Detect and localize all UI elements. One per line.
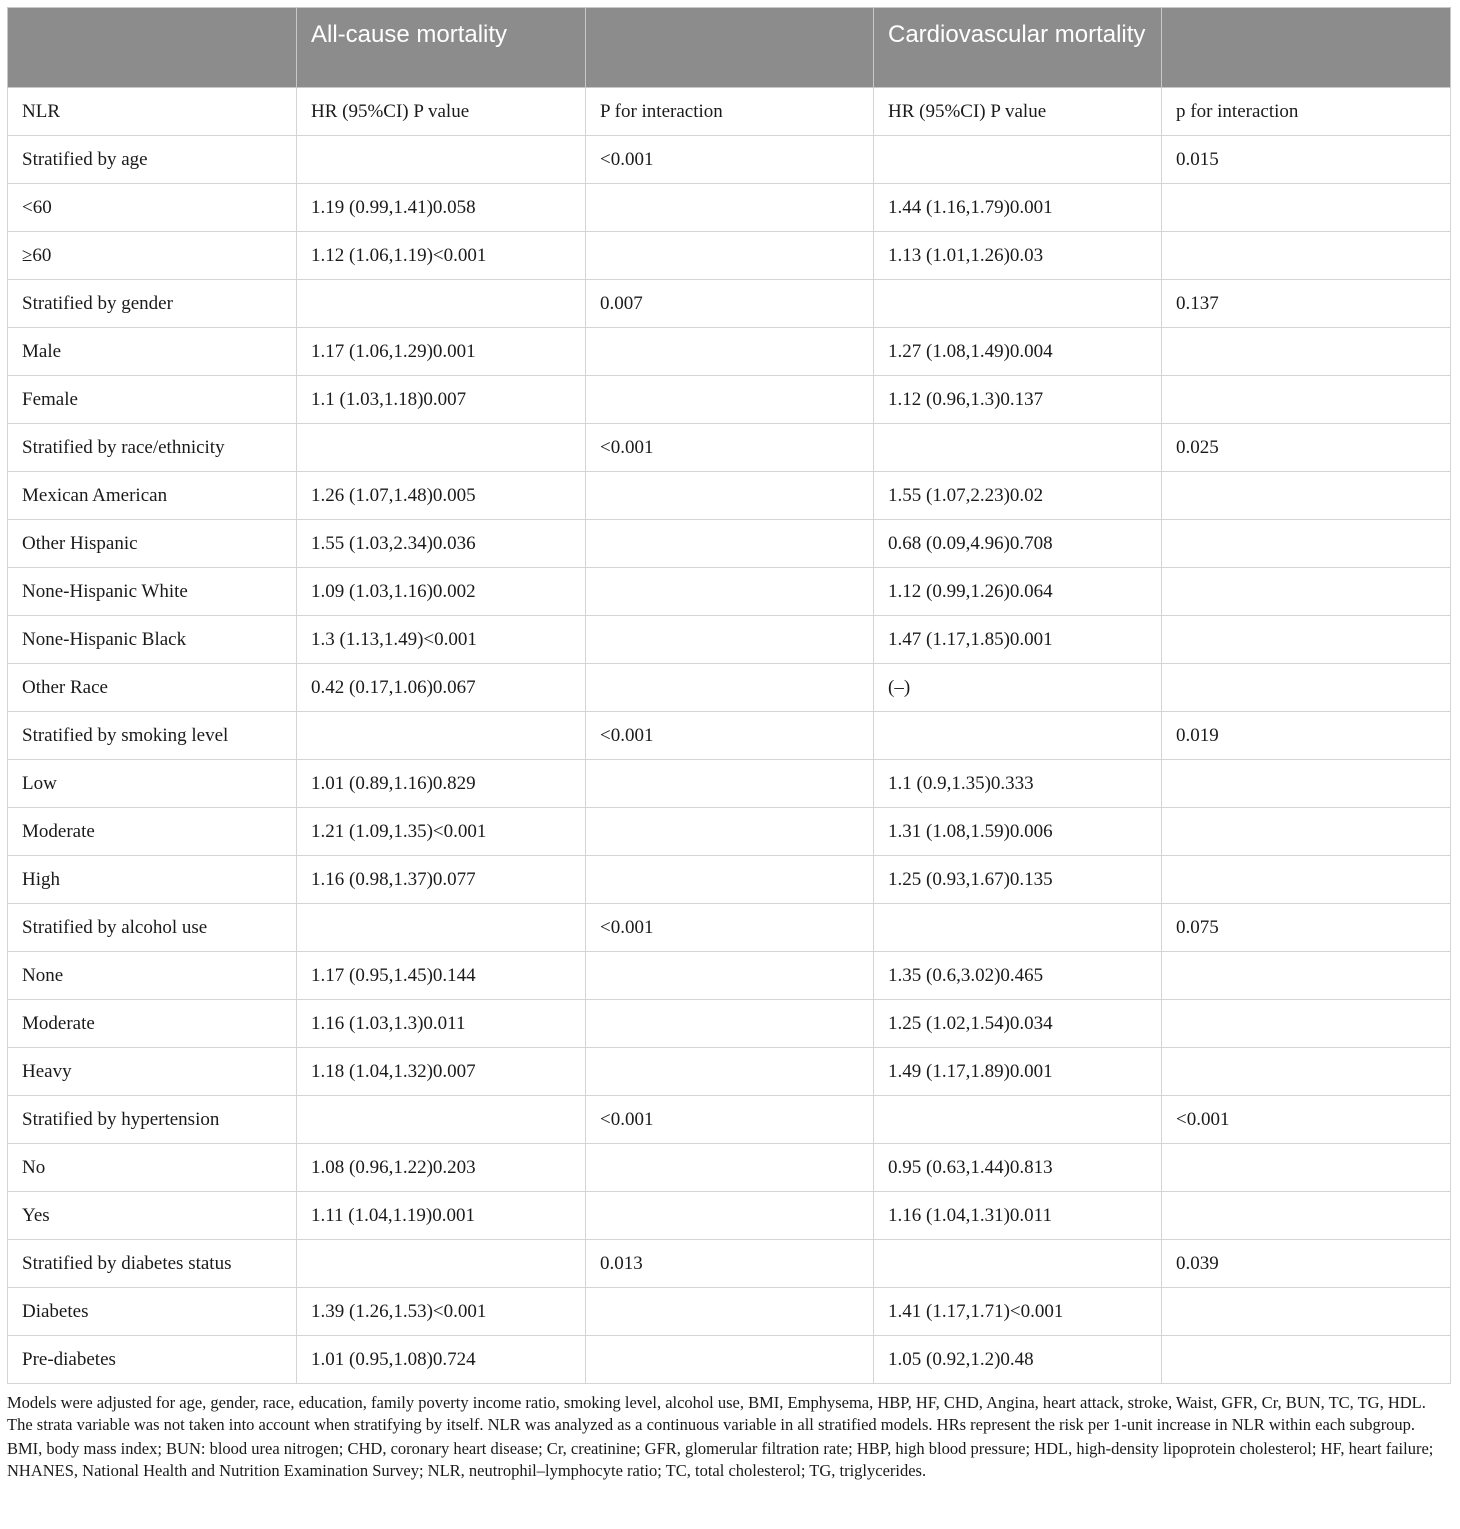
cardio-p-interaction-cell: p for interaction bbox=[1162, 88, 1451, 136]
cardio-p-interaction-cell: 0.015 bbox=[1162, 136, 1451, 184]
all-cause-hr-cell bbox=[297, 136, 586, 184]
row-label-cell: Heavy bbox=[8, 1048, 297, 1096]
all-cause-p-interaction-cell bbox=[586, 568, 874, 616]
cardio-p-interaction-cell: 0.075 bbox=[1162, 904, 1451, 952]
table-row bbox=[8, 568, 1451, 616]
cardio-hr-cell: 1.44 (1.16,1.79)0.001 bbox=[874, 184, 1162, 232]
all-cause-hr-cell: 1.09 (1.03,1.16)0.002 bbox=[297, 568, 586, 616]
all-cause-hr-cell: 1.21 (1.09,1.35)<0.001 bbox=[297, 808, 586, 856]
cardio-hr-cell bbox=[874, 424, 1162, 472]
all-cause-p-interaction-cell: <0.001 bbox=[586, 712, 874, 760]
table-body bbox=[8, 88, 1451, 1384]
header-all-cause-mortality: All-cause mortality bbox=[297, 8, 586, 88]
cardio-hr-cell: 1.31 (1.08,1.59)0.006 bbox=[874, 808, 1162, 856]
cardio-p-interaction-cell bbox=[1162, 856, 1451, 904]
cardio-p-interaction-cell bbox=[1162, 1192, 1451, 1240]
cardio-hr-cell bbox=[874, 136, 1162, 184]
header-cell-blank bbox=[1162, 8, 1451, 88]
cardio-p-interaction-cell: 0.137 bbox=[1162, 280, 1451, 328]
all-cause-p-interaction-cell bbox=[586, 328, 874, 376]
cardio-p-interaction-cell: 0.025 bbox=[1162, 424, 1451, 472]
all-cause-p-interaction-cell bbox=[586, 1288, 874, 1336]
stratum-row bbox=[8, 1096, 1451, 1144]
all-cause-p-interaction-cell: <0.001 bbox=[586, 904, 874, 952]
cardio-p-interaction-cell bbox=[1162, 328, 1451, 376]
stratum-row bbox=[8, 136, 1451, 184]
table-row bbox=[8, 472, 1451, 520]
row-label-cell: None-Hispanic Black bbox=[8, 616, 297, 664]
cardio-hr-cell bbox=[874, 1240, 1162, 1288]
all-cause-p-interaction-cell bbox=[586, 616, 874, 664]
row-label-cell: Stratified by diabetes status bbox=[8, 1240, 297, 1288]
cardio-p-interaction-cell bbox=[1162, 1288, 1451, 1336]
cardio-hr-cell: (–) bbox=[874, 664, 1162, 712]
all-cause-p-interaction-cell: 0.007 bbox=[586, 280, 874, 328]
cardio-hr-cell: 1.12 (0.96,1.3)0.137 bbox=[874, 376, 1162, 424]
all-cause-hr-cell: 1.19 (0.99,1.41)0.058 bbox=[297, 184, 586, 232]
all-cause-hr-cell: 1.12 (1.06,1.19)<0.001 bbox=[297, 232, 586, 280]
all-cause-hr-cell bbox=[297, 424, 586, 472]
cardio-hr-cell: 1.41 (1.17,1.71)<0.001 bbox=[874, 1288, 1162, 1336]
all-cause-p-interaction-cell bbox=[586, 520, 874, 568]
all-cause-hr-cell: 1.01 (0.89,1.16)0.829 bbox=[297, 760, 586, 808]
footnote-adjustment: Models were adjusted for age, gender, race, education, family poverty income ratio, smoking level, alcohol use, BMI, Emphysema, HBP, HF, CHD, Angina, heart attack, stroke, Waist, GFR, Cr, BUN, TC, TG, HDL. The strata variable was not taken into account when stratifying by itself. NLR was analyzed as a continuous variable in all stratified models. HRs represent the risk per 1-unit increase in NLR within each subgroup. bbox=[7, 1393, 1426, 1434]
table-row bbox=[8, 1144, 1451, 1192]
table-row bbox=[8, 1048, 1451, 1096]
all-cause-hr-cell: 1.16 (0.98,1.37)0.077 bbox=[297, 856, 586, 904]
cardio-p-interaction-cell: 0.019 bbox=[1162, 712, 1451, 760]
all-cause-hr-cell: 1.18 (1.04,1.32)0.007 bbox=[297, 1048, 586, 1096]
cardio-p-interaction-cell bbox=[1162, 808, 1451, 856]
stratum-row bbox=[8, 280, 1451, 328]
row-label-cell: NLR bbox=[8, 88, 297, 136]
table-row bbox=[8, 1288, 1451, 1336]
row-label-cell: Pre-diabetes bbox=[8, 1336, 297, 1384]
all-cause-hr-cell bbox=[297, 1240, 586, 1288]
cardio-p-interaction-cell bbox=[1162, 616, 1451, 664]
all-cause-p-interaction-cell: P for interaction bbox=[586, 88, 874, 136]
row-label-cell: Other Hispanic bbox=[8, 520, 297, 568]
table-row bbox=[8, 328, 1451, 376]
header-row bbox=[8, 8, 1451, 88]
cardio-hr-cell: 1.05 (0.92,1.2)0.48 bbox=[874, 1336, 1162, 1384]
stratified-hr-table bbox=[7, 7, 1451, 1384]
row-label-cell: Stratified by race/ethnicity bbox=[8, 424, 297, 472]
table-row bbox=[8, 1192, 1451, 1240]
all-cause-p-interaction-cell bbox=[586, 184, 874, 232]
all-cause-hr-cell: 1.17 (1.06,1.29)0.001 bbox=[297, 328, 586, 376]
table-row bbox=[8, 1336, 1451, 1384]
all-cause-hr-cell: 1.3 (1.13,1.49)<0.001 bbox=[297, 616, 586, 664]
cardio-p-interaction-cell: 0.039 bbox=[1162, 1240, 1451, 1288]
all-cause-p-interaction-cell bbox=[586, 1144, 874, 1192]
cardio-hr-cell: 1.49 (1.17,1.89)0.001 bbox=[874, 1048, 1162, 1096]
row-label-cell: Moderate bbox=[8, 808, 297, 856]
cardio-p-interaction-cell bbox=[1162, 952, 1451, 1000]
row-label-cell: None bbox=[8, 952, 297, 1000]
row-label-cell: Other Race bbox=[8, 664, 297, 712]
cardio-hr-cell: 0.68 (0.09,4.96)0.708 bbox=[874, 520, 1162, 568]
cardio-hr-cell: 1.25 (1.02,1.54)0.034 bbox=[874, 1000, 1162, 1048]
row-label-cell: Male bbox=[8, 328, 297, 376]
cardio-hr-cell: 1.27 (1.08,1.49)0.004 bbox=[874, 328, 1162, 376]
row-label-cell: None-Hispanic White bbox=[8, 568, 297, 616]
all-cause-hr-cell bbox=[297, 904, 586, 952]
all-cause-hr-cell: 1.55 (1.03,2.34)0.036 bbox=[297, 520, 586, 568]
cardio-p-interaction-cell bbox=[1162, 568, 1451, 616]
all-cause-hr-cell: 0.42 (0.17,1.06)0.067 bbox=[297, 664, 586, 712]
table-row bbox=[8, 232, 1451, 280]
table-row bbox=[8, 376, 1451, 424]
row-label-cell: No bbox=[8, 1144, 297, 1192]
cardio-hr-cell: 1.35 (0.6,3.02)0.465 bbox=[874, 952, 1162, 1000]
row-label-cell: Stratified by age bbox=[8, 136, 297, 184]
all-cause-p-interaction-cell bbox=[586, 376, 874, 424]
table-row bbox=[8, 760, 1451, 808]
header-cell-blank bbox=[586, 8, 874, 88]
cardio-hr-cell: 1.13 (1.01,1.26)0.03 bbox=[874, 232, 1162, 280]
cardio-hr-cell: 1.25 (0.93,1.67)0.135 bbox=[874, 856, 1162, 904]
all-cause-hr-cell: 1.26 (1.07,1.48)0.005 bbox=[297, 472, 586, 520]
all-cause-p-interaction-cell bbox=[586, 808, 874, 856]
all-cause-p-interaction-cell: <0.001 bbox=[586, 1096, 874, 1144]
footnote-abbreviations: BMI, body mass index; BUN: blood urea nitrogen; CHD, coronary heart disease; Cr, creatinine; GFR, glomerular filtration rate; HBP, high blood pressure; HDL, high-density lipoprotein cholesterol; HF, heart failure; NHANES, National Health and Nutrition Examination Survey; NLR, neutrophil–lymphocyte ratio; TC, total cholesterol; TG, triglycerides. bbox=[7, 1439, 1434, 1480]
cardio-hr-cell bbox=[874, 712, 1162, 760]
cardio-p-interaction-cell bbox=[1162, 1048, 1451, 1096]
row-label-cell: Mexican American bbox=[8, 472, 297, 520]
all-cause-hr-cell: HR (95%CI) P value bbox=[297, 88, 586, 136]
all-cause-hr-cell: 1.01 (0.95,1.08)0.724 bbox=[297, 1336, 586, 1384]
all-cause-hr-cell: 1.17 (0.95,1.45)0.144 bbox=[297, 952, 586, 1000]
all-cause-p-interaction-cell bbox=[586, 1000, 874, 1048]
all-cause-hr-cell: 1.08 (0.96,1.22)0.203 bbox=[297, 1144, 586, 1192]
cardio-p-interaction-cell bbox=[1162, 376, 1451, 424]
table-row bbox=[8, 952, 1451, 1000]
cardio-p-interaction-cell bbox=[1162, 232, 1451, 280]
all-cause-hr-cell: 1.39 (1.26,1.53)<0.001 bbox=[297, 1288, 586, 1336]
all-cause-p-interaction-cell: 0.013 bbox=[586, 1240, 874, 1288]
row-label-cell: High bbox=[8, 856, 297, 904]
all-cause-p-interaction-cell bbox=[586, 664, 874, 712]
table-row bbox=[8, 616, 1451, 664]
cardio-hr-cell bbox=[874, 1096, 1162, 1144]
row-label-cell: Stratified by alcohol use bbox=[8, 904, 297, 952]
all-cause-p-interaction-cell: <0.001 bbox=[586, 424, 874, 472]
row-label-cell: <60 bbox=[8, 184, 297, 232]
cardio-hr-cell bbox=[874, 904, 1162, 952]
all-cause-p-interaction-cell bbox=[586, 472, 874, 520]
header-cell-blank bbox=[8, 8, 297, 88]
all-cause-p-interaction-cell bbox=[586, 1192, 874, 1240]
row-label-cell: Stratified by hypertension bbox=[8, 1096, 297, 1144]
all-cause-p-interaction-cell bbox=[586, 856, 874, 904]
all-cause-p-interaction-cell bbox=[586, 1336, 874, 1384]
cardio-hr-cell bbox=[874, 280, 1162, 328]
all-cause-p-interaction-cell bbox=[586, 232, 874, 280]
subheader-row bbox=[8, 88, 1451, 136]
all-cause-hr-cell bbox=[297, 280, 586, 328]
cardio-p-interaction-cell bbox=[1162, 664, 1451, 712]
cardio-p-interaction-cell bbox=[1162, 472, 1451, 520]
table-row bbox=[8, 664, 1451, 712]
table-row bbox=[8, 520, 1451, 568]
table-row bbox=[8, 856, 1451, 904]
row-label-cell: Stratified by gender bbox=[8, 280, 297, 328]
cardio-p-interaction-cell bbox=[1162, 520, 1451, 568]
row-label-cell: Stratified by smoking level bbox=[8, 712, 297, 760]
cardio-p-interaction-cell bbox=[1162, 1336, 1451, 1384]
cardio-p-interaction-cell bbox=[1162, 1000, 1451, 1048]
stratum-row bbox=[8, 424, 1451, 472]
row-label-cell: Yes bbox=[8, 1192, 297, 1240]
all-cause-hr-cell: 1.1 (1.03,1.18)0.007 bbox=[297, 376, 586, 424]
cardio-hr-cell: 1.12 (0.99,1.26)0.064 bbox=[874, 568, 1162, 616]
all-cause-p-interaction-cell bbox=[586, 1048, 874, 1096]
cardio-p-interaction-cell: <0.001 bbox=[1162, 1096, 1451, 1144]
cardio-p-interaction-cell bbox=[1162, 760, 1451, 808]
row-label-cell: Low bbox=[8, 760, 297, 808]
all-cause-p-interaction-cell: <0.001 bbox=[586, 136, 874, 184]
cardio-p-interaction-cell bbox=[1162, 184, 1451, 232]
row-label-cell: Moderate bbox=[8, 1000, 297, 1048]
all-cause-p-interaction-cell bbox=[586, 952, 874, 1000]
row-label-cell: Diabetes bbox=[8, 1288, 297, 1336]
table-header bbox=[8, 8, 1451, 88]
header-cardiovascular-mortality: Cardiovascular mortality bbox=[874, 8, 1162, 88]
cardio-hr-cell: 0.95 (0.63,1.44)0.813 bbox=[874, 1144, 1162, 1192]
cardio-hr-cell: 1.1 (0.9,1.35)0.333 bbox=[874, 760, 1162, 808]
table-footnotes bbox=[7, 1392, 1450, 1482]
all-cause-hr-cell bbox=[297, 1096, 586, 1144]
all-cause-hr-cell bbox=[297, 712, 586, 760]
all-cause-p-interaction-cell bbox=[586, 760, 874, 808]
row-label-cell: Female bbox=[8, 376, 297, 424]
table-container bbox=[7, 7, 1450, 1484]
table-row bbox=[8, 1000, 1451, 1048]
table-row bbox=[8, 184, 1451, 232]
cardio-p-interaction-cell bbox=[1162, 1144, 1451, 1192]
cardio-hr-cell: 1.55 (1.07,2.23)0.02 bbox=[874, 472, 1162, 520]
cardio-hr-cell: 1.47 (1.17,1.85)0.001 bbox=[874, 616, 1162, 664]
all-cause-hr-cell: 1.11 (1.04,1.19)0.001 bbox=[297, 1192, 586, 1240]
cardio-hr-cell: 1.16 (1.04,1.31)0.011 bbox=[874, 1192, 1162, 1240]
all-cause-hr-cell: 1.16 (1.03,1.3)0.011 bbox=[297, 1000, 586, 1048]
stratum-row bbox=[8, 712, 1451, 760]
row-label-cell: ≥60 bbox=[8, 232, 297, 280]
cardio-hr-cell: HR (95%CI) P value bbox=[874, 88, 1162, 136]
stratum-row bbox=[8, 904, 1451, 952]
table-row bbox=[8, 808, 1451, 856]
stratum-row bbox=[8, 1240, 1451, 1288]
